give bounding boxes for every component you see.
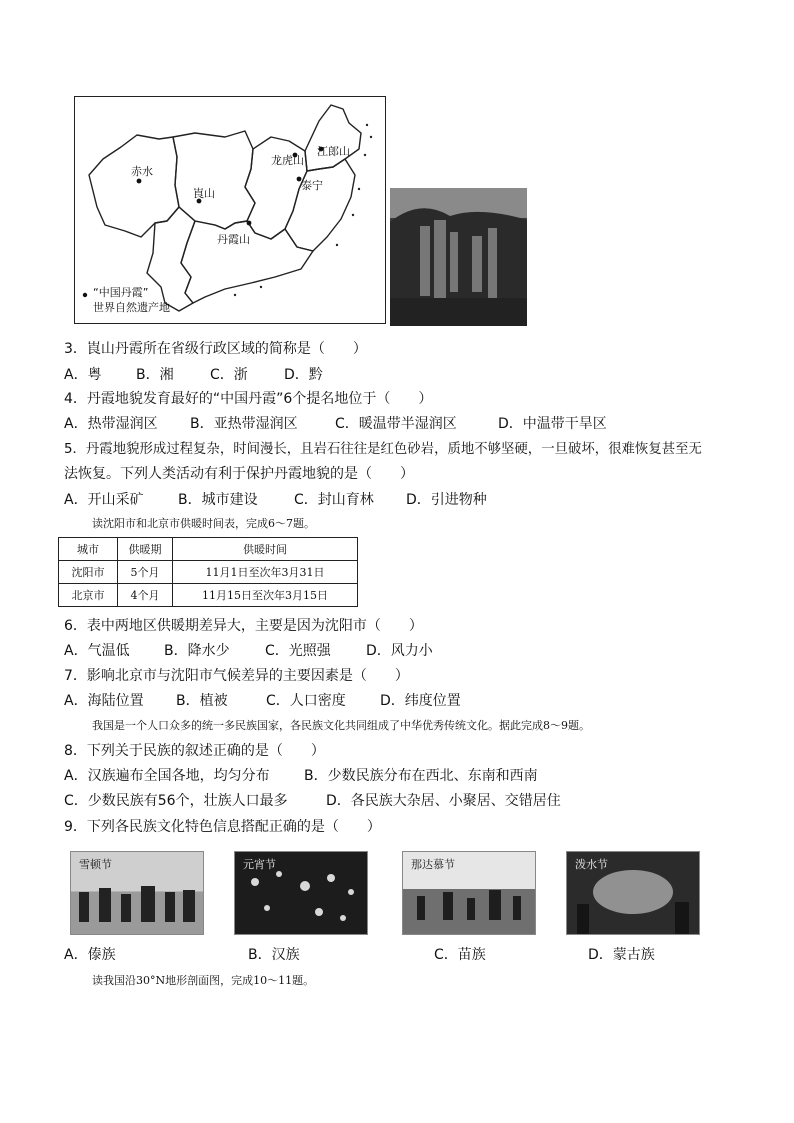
chishui-marker bbox=[137, 179, 142, 184]
table-cell: 北京市 bbox=[59, 584, 118, 607]
profile-intro-note: 读我国沿30°N地形剖面图，完成10～11题。 bbox=[92, 974, 315, 987]
hunan-outline bbox=[173, 131, 255, 229]
q3-option-c[interactable]: C．浙 bbox=[210, 367, 248, 383]
table-header-cell: 城市 bbox=[59, 538, 118, 561]
q8-option-d[interactable]: D．各民族大杂居、小聚居、交错居住 bbox=[326, 793, 561, 809]
table-cell: 沈阳市 bbox=[59, 561, 118, 584]
festival-photo-poshui bbox=[566, 851, 700, 935]
q9-option-d[interactable]: D．蒙古族 bbox=[588, 947, 655, 963]
q8-option-c[interactable]: C．少数民族有56个，壮族人口最多 bbox=[64, 793, 288, 809]
question-7-stem: 7．影响北京市与沈阳市气候差异的主要因素是（ ） bbox=[64, 668, 409, 684]
festival-label-poshui: 泼水节 bbox=[575, 858, 608, 871]
festival-photo-xuedun bbox=[70, 851, 204, 935]
q8-option-a[interactable]: A．汉族遍布全国各地，均匀分布 bbox=[64, 768, 270, 784]
legend-marker bbox=[83, 293, 87, 297]
q6-option-d[interactable]: D．风力小 bbox=[366, 643, 433, 659]
q6-option-c[interactable]: C．光照强 bbox=[265, 643, 331, 659]
q7-option-b[interactable]: B．植被 bbox=[176, 693, 228, 709]
table-intro-note: 读沈阳市和北京市供暖时间表，完成6～7题。 bbox=[92, 517, 315, 530]
table-header-cell: 供暖期 bbox=[118, 538, 173, 561]
question-5-stem-line2: 法恢复。下列人类活动有利于保护丹霞地貌的是（ ） bbox=[64, 466, 414, 482]
table-cell: 5个月 bbox=[118, 561, 173, 584]
q8-option-b[interactable]: B．少数民族分布在西北、东南和西南 bbox=[304, 768, 538, 784]
q4-option-c[interactable]: C．暖温带半湿润区 bbox=[335, 416, 457, 432]
question-5-stem-line1: 5．丹霞地貌形成过程复杂，时间漫长，且岩石往往是红色砂岩，质地不够坚硬，一旦破坏，很难恢复甚至无 bbox=[64, 442, 702, 457]
heating-period-table bbox=[58, 537, 358, 607]
table-cell: 11月1日至次年3月31日 bbox=[173, 561, 358, 584]
q5-option-d[interactable]: D．引进物种 bbox=[406, 492, 487, 508]
danxia-landform-photo bbox=[390, 188, 527, 326]
question-3-stem: 3．崀山丹霞所在省级行政区域的简称是（ ） bbox=[64, 341, 367, 357]
danxia-map bbox=[74, 96, 386, 324]
q5-option-a[interactable]: A．开山采矿 bbox=[64, 492, 144, 508]
q3-option-b[interactable]: B．湘 bbox=[136, 367, 174, 383]
table-cell: 4个月 bbox=[118, 584, 173, 607]
map-label-longhushan: 龙虎山 bbox=[271, 154, 304, 167]
question-9-stem: 9．下列各民族文化特色信息搭配正确的是（ ） bbox=[64, 819, 381, 835]
table-row bbox=[59, 561, 358, 584]
q4-option-d[interactable]: D．中温带干旱区 bbox=[498, 416, 607, 432]
q6-option-b[interactable]: B．降水少 bbox=[164, 643, 230, 659]
q4-option-a[interactable]: A．热带湿润区 bbox=[64, 416, 158, 432]
q7-option-d[interactable]: D．纬度位置 bbox=[380, 693, 461, 709]
festival-photo-nadamu bbox=[402, 851, 536, 935]
question-4-stem: 4．丹霞地貌发育最好的“中国丹霞”6个提名地位于（ ） bbox=[64, 391, 433, 407]
map-label-jianglangshan: 江郎山 bbox=[317, 145, 350, 158]
map-label-danxiashan: 丹霞山 bbox=[217, 233, 250, 246]
q5-option-b[interactable]: B．城市建设 bbox=[178, 492, 258, 508]
q6-option-a[interactable]: A．气温低 bbox=[64, 643, 130, 659]
festival-label-xuedun: 雪顿节 bbox=[79, 858, 112, 871]
q5-option-c[interactable]: C．封山育林 bbox=[294, 492, 374, 508]
festival-label-nadamu: 那达慕节 bbox=[411, 858, 455, 871]
q4-option-b[interactable]: B．亚热带湿润区 bbox=[190, 416, 298, 432]
q3-option-d[interactable]: D．黔 bbox=[284, 367, 323, 383]
map-legend-line1: “中国丹霞” bbox=[93, 286, 149, 299]
ethnic-intro-note: 我国是一个人口众多的统一多民族国家，各民族文化共同组成了中华优秀传统文化。据此完成8～9题。 bbox=[92, 719, 590, 732]
table-header-row bbox=[59, 538, 358, 561]
guangxi-outline bbox=[147, 207, 195, 311]
map-label-langshan: 崀山 bbox=[193, 187, 215, 200]
q7-option-c[interactable]: C．人口密度 bbox=[266, 693, 346, 709]
festival-photo-yuanxiao bbox=[234, 851, 368, 935]
map-legend-line2: 世界自然遗产地 bbox=[93, 301, 170, 314]
q9-option-c[interactable]: C．苗族 bbox=[434, 947, 486, 963]
question-8-stem: 8．下列关于民族的叙述正确的是（ ） bbox=[64, 743, 325, 759]
danxiashan-marker bbox=[247, 221, 252, 226]
map-label-taining: 泰宁 bbox=[301, 179, 323, 192]
q7-option-a[interactable]: A．海陆位置 bbox=[64, 693, 144, 709]
table-cell: 11月15日至次年3月15日 bbox=[173, 584, 358, 607]
zhejiang-outline bbox=[305, 105, 361, 171]
fujian-outline bbox=[285, 159, 355, 251]
q3-option-a[interactable]: A．粤 bbox=[64, 367, 102, 383]
table-header-cell: 供暖时间 bbox=[173, 538, 358, 561]
q9-option-b[interactable]: B．汉族 bbox=[248, 947, 300, 963]
festival-label-yuanxiao: 元宵节 bbox=[243, 858, 276, 871]
question-6-stem: 6．表中两地区供暖期差异大，主要是因为沈阳市（ ） bbox=[64, 618, 423, 634]
table-row bbox=[59, 584, 358, 607]
map-label-chishui: 赤水 bbox=[131, 165, 153, 178]
q9-option-a[interactable]: A．傣族 bbox=[64, 947, 116, 963]
